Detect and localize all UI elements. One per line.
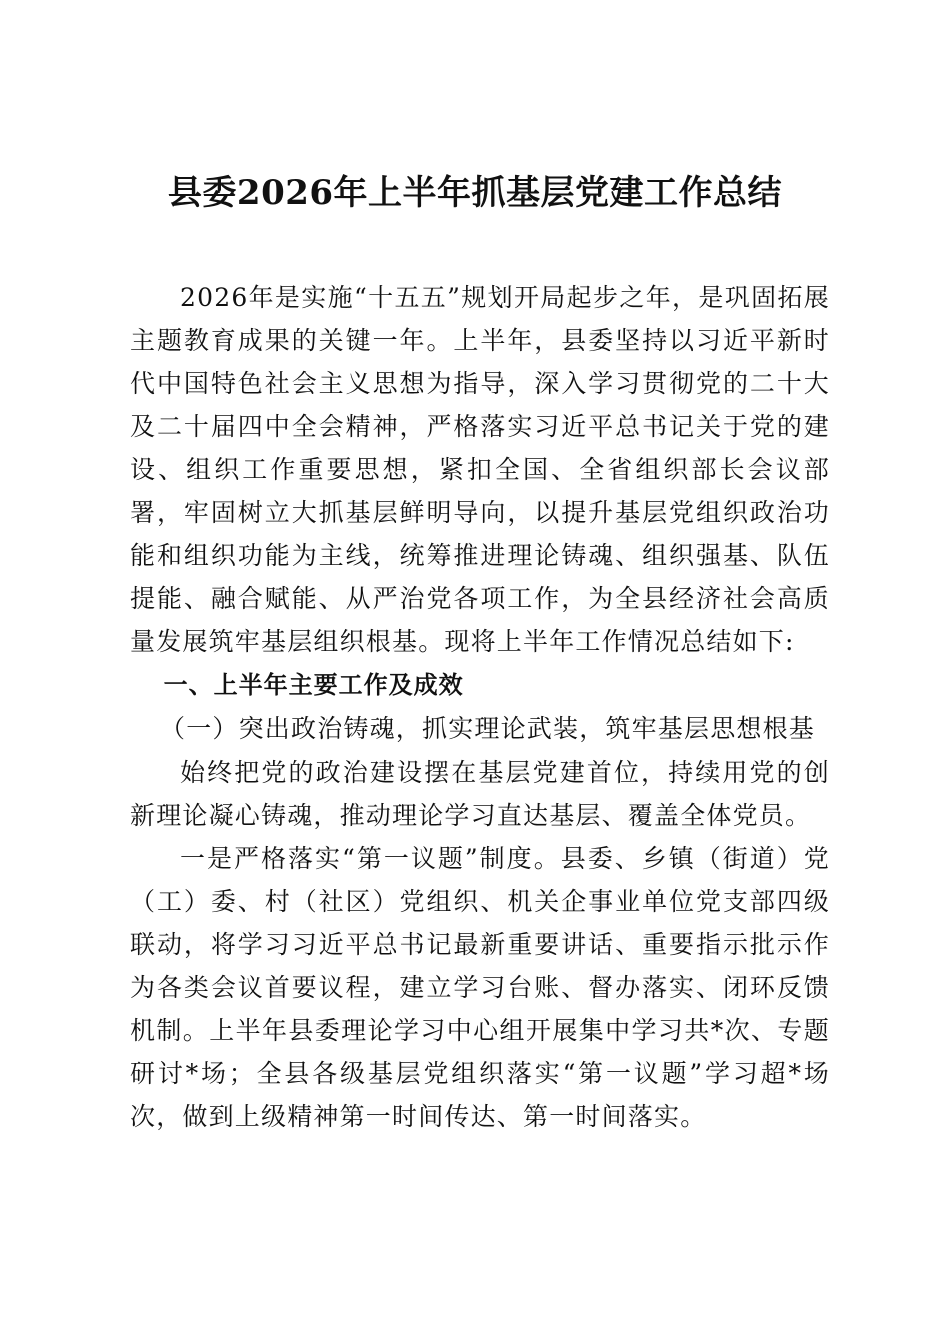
intro-paragraph: 2026年是实施“十五五”规划开局起步之年，是巩固拓展主题教育成果的关键一年。上半年，县委坚持以习近平新时代中国特色社会主义思想为指导，深入学习贯彻党的二十大及二十届四中全会精神，严格落实习近平总书记关于党的建设、组织工作重要思想，紧扣全国、全省组织部长会议部署，牢固树立大抓基层鲜明导向，以提升基层党组织政治功能和组织功能为主线，统筹推进理论铸魂、组织强基、队伍提能、融合赋能、从严治党各项工作，为全县经济社会高质量发展筑牢基层组织根基。现将上半年工作情况总结如下: bbox=[130, 283, 830, 656]
body-paragraph: 一是严格落实“第一议题”制度。县委、乡镇（街道）党（工）委、村（社区）党组织、机关企事业单位党支部四级联动，将学习习近平总书记最新重要讲话、重要指示批示作为各类会议首要议程，建立学习台账、督办落实、闭环反馈机制。上半年县委理论学习中心组开展集中学习共*次、专题研讨*场；全县各级基层党组织落实“第一议题”学习超*场次，做到上级精神第一时间传达、第一时间落实。 bbox=[130, 844, 830, 1131]
document-title: 县委2026年上半年抓基层党建工作总结 bbox=[167, 173, 783, 213]
body-paragraph: 始终把党的政治建设摆在基层党建首位，持续用党的创新理论凝心铸魂，推动理论学习直达基层、覆盖全体党员。 bbox=[130, 758, 830, 830]
document-body bbox=[130, 276, 830, 1138]
subsection-heading: （一）突出政治铸魂，抓实理论武装，筑牢基层思想根基 bbox=[160, 714, 816, 743]
section-heading: 一、上半年主要工作及成效 bbox=[163, 671, 464, 699]
